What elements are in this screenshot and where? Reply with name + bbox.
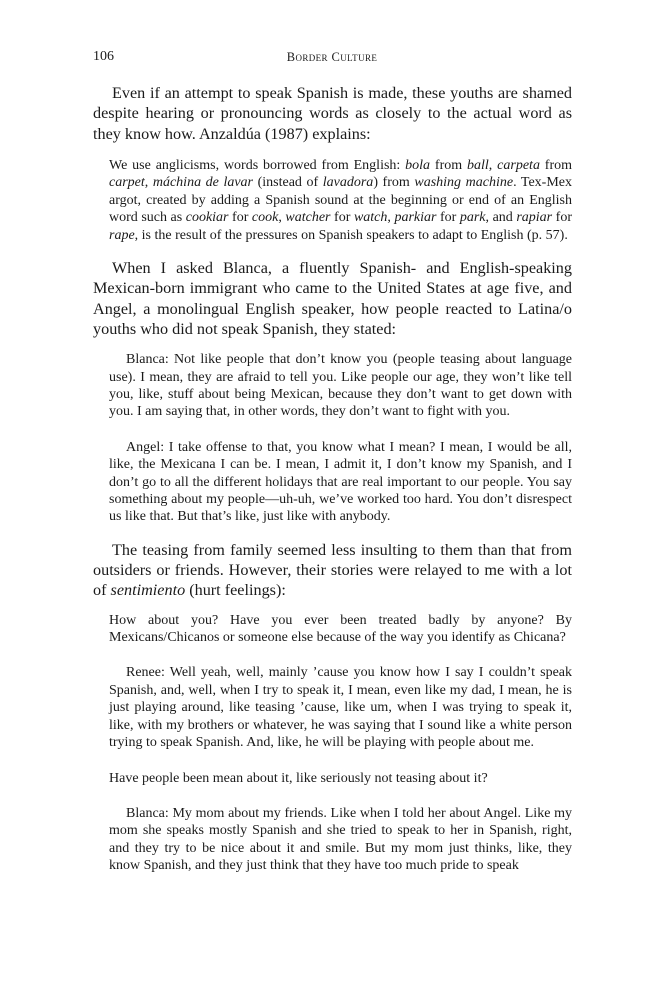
interview-question-1: How about you? Have you ever been treated badly by anyone? By Mexicans/Chicanos or someone else because of the way you identify as Chicana?	[109, 612, 572, 646]
blanca-quote-1: Blanca: Not like people that don’t know you (people teasing about language use). I mean, they are afraid to tell you. Like people our age, they won’t like tell you, like, stuff about being Mexican, because they don’t want to get down with you. I am saying that, in other words, they don’t want to fight with you.	[109, 352, 572, 420]
angel-quote: Angel: I take offense to that, you know what I mean? I mean, I would be all, like, the Mexicana I can be. I mean, I admit it, I don’t know my Spanish, and I don’t go to all the different holidays that are real important to our people. You say something about my people—uh-uh, we’ve worked too hard. You don’t disrespect us like that. But that’s like, just like with anybody.	[109, 439, 572, 525]
running-head	[93, 49, 571, 69]
paragraph-2: When I asked Blanca, a fluently Spanish- and English-speaking Mexican-born immigrant who came to the United States at age five, and Angel, a monolingual English speaker, how people reacted to Latina/o youths who did not speak Spanish, they stated:	[93, 258, 572, 338]
paragraph-1: Even if an attempt to speak Spanish is made, these youths are shamed despite hearing or pronouncing words as closely to the actual word as they know how. Anzaldúa (1987) explains:	[93, 84, 572, 143]
paragraph-3: The teasing from family seemed less insulting to them than that from outsiders or friends. However, their stories were relayed to me with a lot of sentimiento (hurt feelings):	[93, 540, 572, 600]
running-title: Border Culture	[286, 50, 378, 64]
anzaldua-block-quote: We use anglicisms, words borrowed from English: bola from ball, carpeta from carpet, máchina de lavar (instead of lavadora) from washing machine. Tex-Mex argot, created by adding a Spanish sound at the beginning or end of an English word such as cookiar for cook, watcher for watch, parkiar for park, and rapiar for rape, is the result of the pressures on Spanish speakers to adapt to English (p. 57).	[109, 157, 573, 243]
body-text	[93, 83, 572, 875]
interview-question-2: Have people been mean about it, like seriously not teasing about it?	[109, 770, 488, 786]
renee-quote: Renee: Well yeah, well, mainly ’cause you know how I say I couldn’t speak Spanish, and, well, when I try to speak it, I mean, even like my dad, I mean, he is just playing around, like teasing ’cause, like um, when I was trying to speak it, like, with my brothers or whatever, he was saying that I sound like a white person trying to speak Spanish. And, like, he will be playing with people about me.	[109, 665, 572, 751]
blanca-quote-2: Blanca: My mom about my friends. Like when I told her about Angel. Like my mom she speaks mostly Spanish and she tried to speak to her in Spanish, right, and they try to be nice about it and smile. But my mom just thinks, like, they know Spanish, and they just think that they have too much pride to speak	[109, 805, 572, 874]
page-number: 106	[93, 49, 114, 64]
